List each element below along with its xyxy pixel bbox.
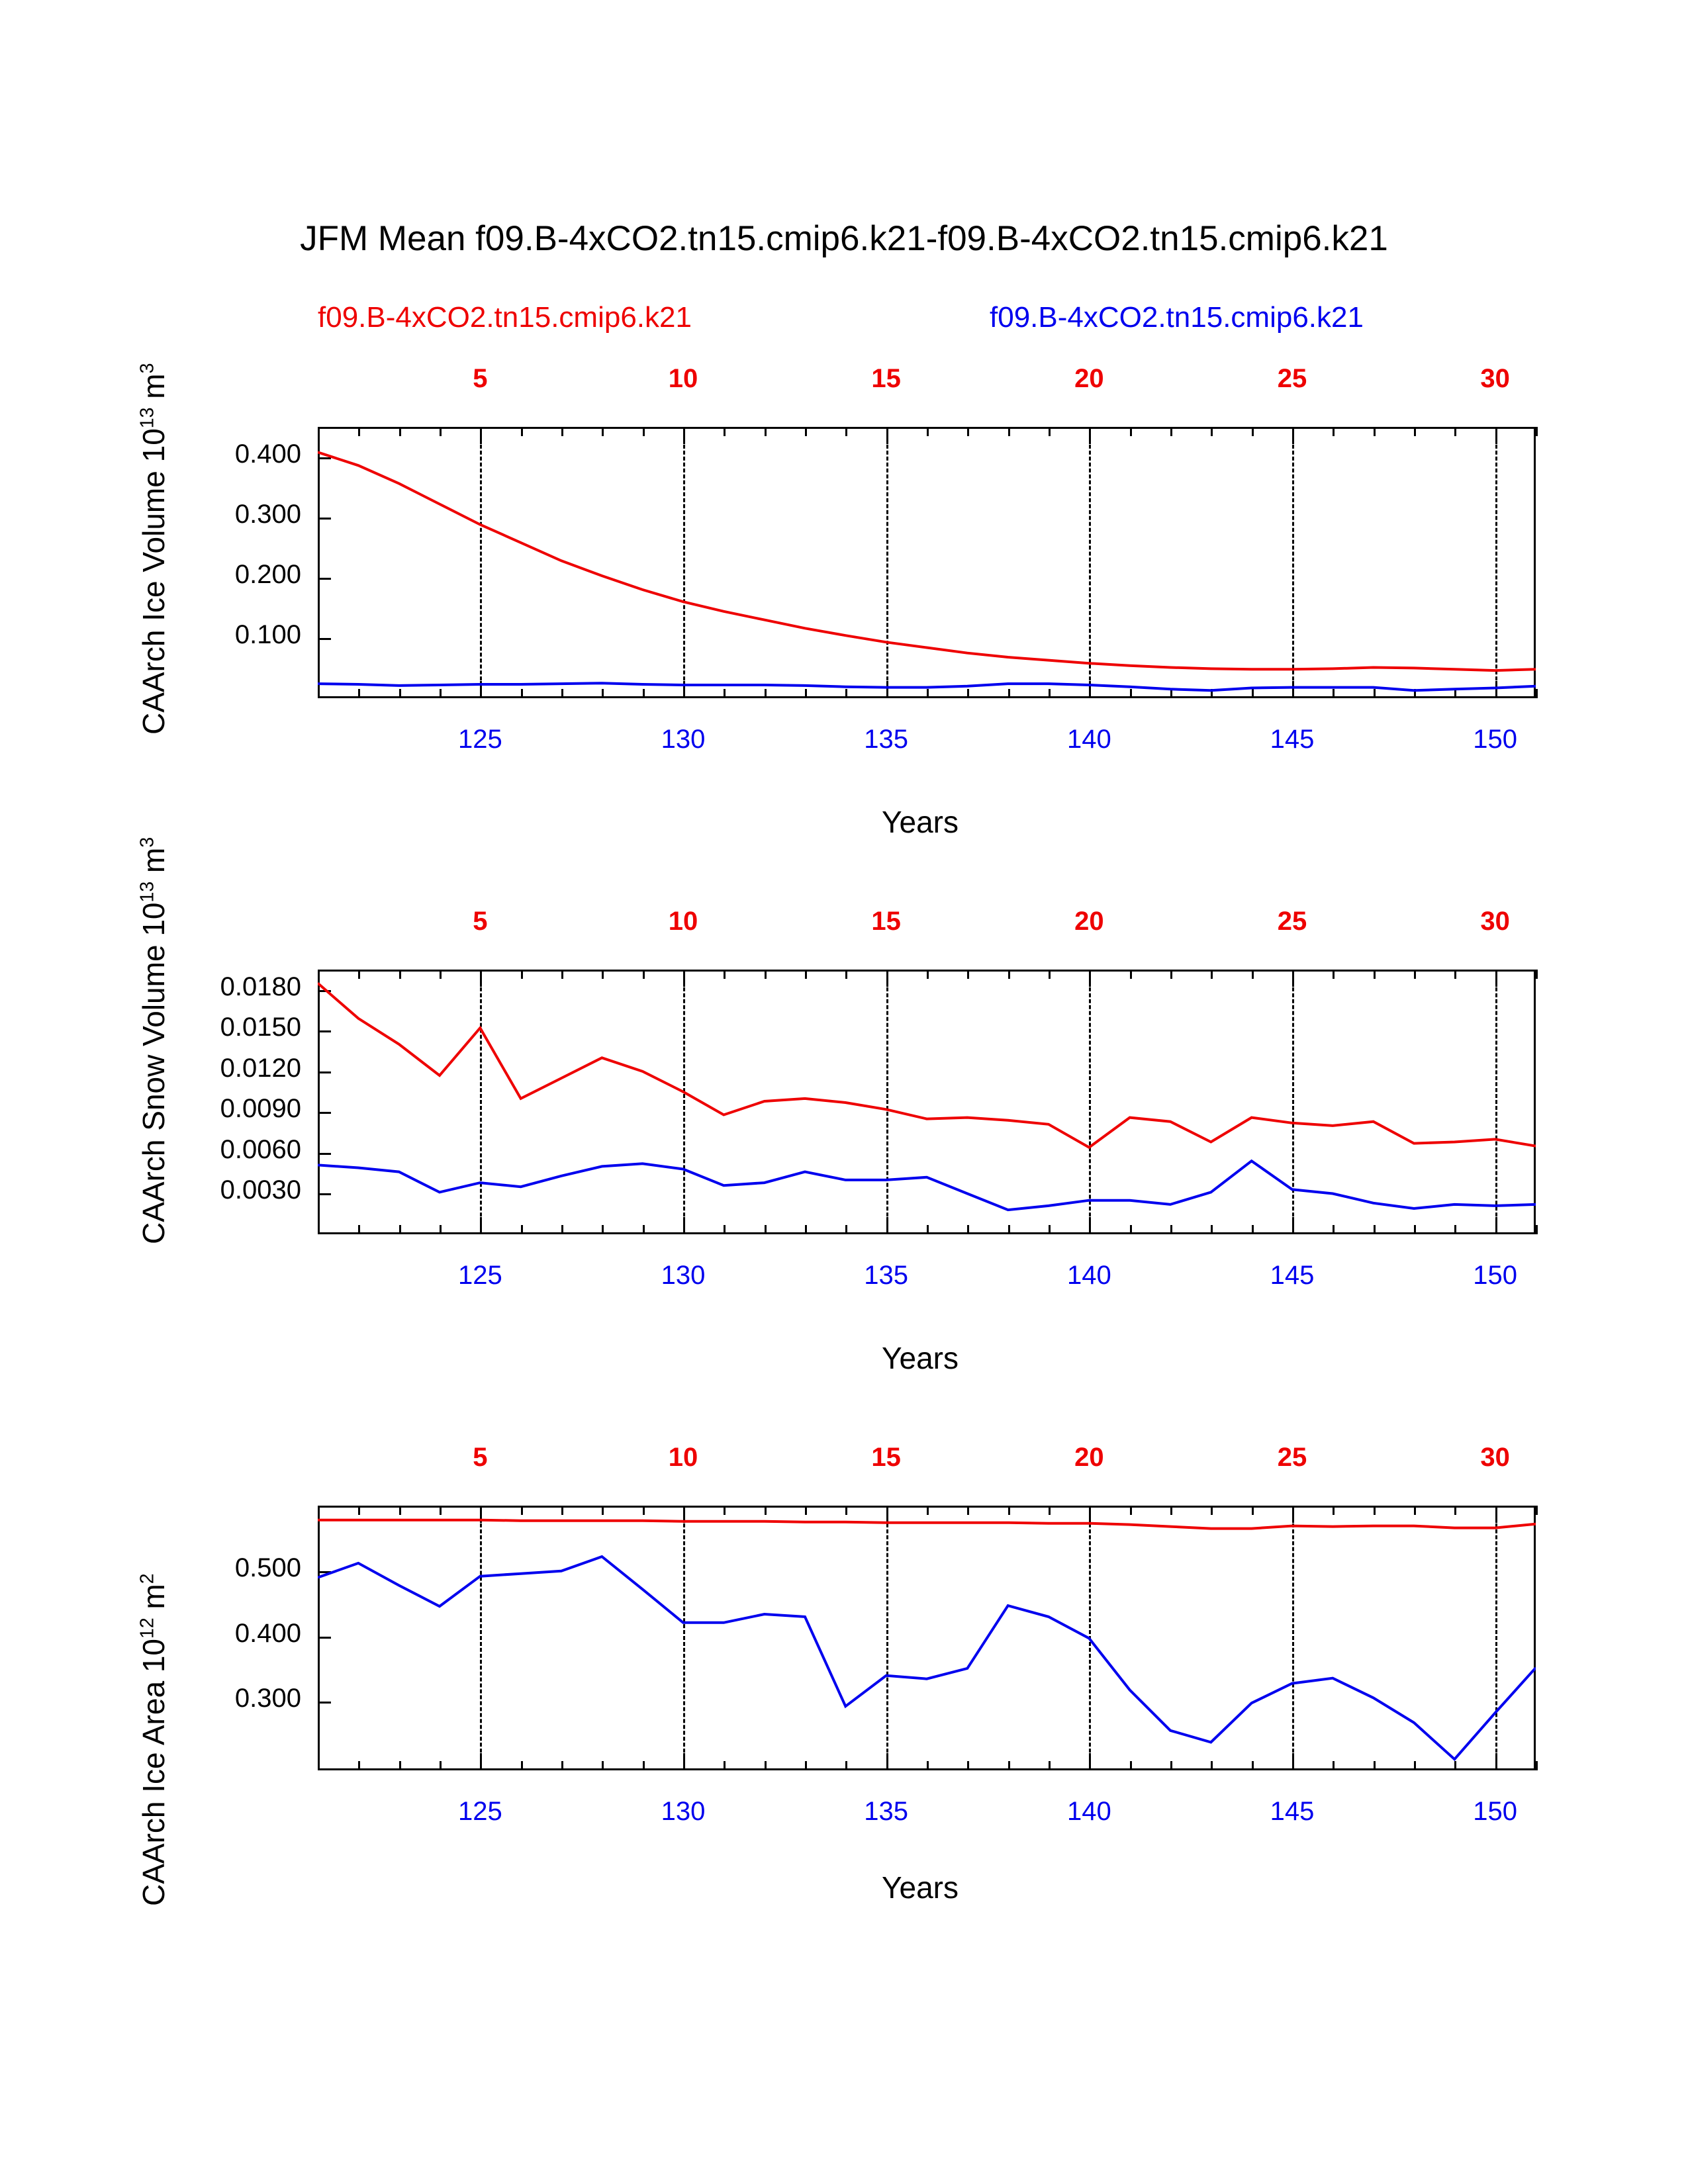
axis-tick <box>399 689 401 698</box>
panel2-x-axis-title: Years <box>882 1341 959 1375</box>
y-axis-tick-label: 0.0120 <box>220 1054 301 1083</box>
axis-tick <box>1414 689 1416 698</box>
axis-tick <box>1049 1506 1051 1515</box>
axis-tick <box>602 689 604 698</box>
axis-tick <box>1454 1761 1456 1770</box>
gridline <box>1089 970 1091 1234</box>
axis-tick <box>1211 1225 1213 1234</box>
axis-tick <box>1049 1225 1051 1234</box>
axis-tick <box>1008 689 1010 698</box>
top-axis-tick-label: 30 <box>1480 1443 1510 1472</box>
panel1-y-exp1: 13 <box>136 407 158 429</box>
bottom-axis-tick-label: 150 <box>1473 725 1518 754</box>
axis-tick <box>1130 689 1132 698</box>
axis-tick <box>1211 1506 1213 1515</box>
top-axis-tick-label: 30 <box>1480 364 1510 393</box>
axis-tick <box>358 689 360 698</box>
gridline <box>886 427 888 698</box>
axis-tick <box>1333 689 1335 698</box>
axis-tick <box>1333 1225 1335 1234</box>
bottom-axis-tick-label: 150 <box>1473 1797 1518 1826</box>
axis-tick <box>1130 1761 1132 1770</box>
panel-ice-volume-frame <box>318 427 1536 698</box>
axis-tick <box>643 1761 645 1770</box>
axis-tick <box>318 1506 320 1515</box>
axis-tick <box>845 689 847 698</box>
axis-tick <box>1374 427 1376 436</box>
axis-tick <box>724 1506 726 1515</box>
axis-tick <box>927 1761 929 1770</box>
axis-tick <box>1130 427 1132 436</box>
axis-tick <box>318 427 320 436</box>
axis-tick <box>1374 1225 1376 1234</box>
axis-tick <box>1536 1225 1538 1234</box>
gridline <box>886 1506 888 1770</box>
y-axis-tick <box>318 1153 331 1155</box>
top-axis-tick-label: 5 <box>473 907 488 936</box>
top-axis-tick-label: 20 <box>1074 364 1104 393</box>
axis-tick <box>1374 970 1376 979</box>
axis-tick <box>1536 427 1538 436</box>
axis-tick <box>765 1225 767 1234</box>
y-axis-tick-label: 0.0030 <box>220 1175 301 1205</box>
top-axis-tick-label: 10 <box>668 364 698 393</box>
axis-tick <box>765 970 767 979</box>
axis-tick <box>967 1225 969 1234</box>
axis-tick <box>724 427 726 436</box>
y-axis-tick-label: 0.500 <box>234 1553 301 1582</box>
y-axis-tick <box>318 1193 331 1195</box>
axis-tick <box>1170 1506 1172 1515</box>
axis-tick <box>765 1506 767 1515</box>
gridline <box>683 970 685 1234</box>
axis-tick <box>1374 689 1376 698</box>
axis-tick <box>1414 1506 1416 1515</box>
axis-tick <box>1170 970 1172 979</box>
axis-tick <box>561 1506 563 1515</box>
axis-tick <box>724 689 726 698</box>
panel2-y-axis-title-unit: m <box>136 847 171 882</box>
bottom-axis-tick-label: 130 <box>661 725 706 754</box>
panel1-y-axis-title-text: CAArch Ice Volume 10 <box>136 428 171 735</box>
gridline <box>1292 970 1294 1234</box>
y-axis-tick <box>318 457 331 459</box>
axis-tick <box>1252 1761 1254 1770</box>
axis-tick <box>1170 689 1172 698</box>
bottom-axis-tick-label: 145 <box>1270 725 1315 754</box>
axis-tick <box>1536 970 1538 979</box>
bottom-axis-tick-label: 125 <box>457 725 502 754</box>
axis-tick <box>602 427 604 436</box>
panel2-y-exp1: 13 <box>136 881 158 903</box>
bottom-axis-tick-label: 125 <box>457 1797 502 1826</box>
y-axis-tick <box>318 1637 331 1639</box>
bottom-axis-tick-label: 140 <box>1066 725 1111 754</box>
axis-tick <box>1536 689 1538 698</box>
panel-ice-area-frame <box>318 1506 1536 1770</box>
top-axis-tick-label: 20 <box>1074 907 1104 936</box>
axis-tick <box>358 1506 360 1515</box>
axis-tick <box>845 970 847 979</box>
top-axis-tick-label: 25 <box>1277 907 1307 936</box>
axis-tick <box>399 1506 401 1515</box>
axis-tick <box>399 970 401 979</box>
y-axis-tick <box>318 1571 331 1573</box>
panel3-x-axis-title: Years <box>882 1870 959 1905</box>
top-axis-tick-label: 25 <box>1277 1443 1307 1472</box>
axis-tick <box>1008 1225 1010 1234</box>
panel2-y-axis-title-text: CAArch Snow Volume 10 <box>136 902 171 1244</box>
axis-tick <box>318 689 320 698</box>
axis-tick <box>643 689 645 698</box>
axis-tick <box>1454 427 1456 436</box>
axis-tick <box>1414 1225 1416 1234</box>
axis-tick <box>318 1761 320 1770</box>
axis-tick <box>561 689 563 698</box>
axis-tick <box>358 1225 360 1234</box>
gridline <box>1089 427 1091 698</box>
panel1-y-axis-title <box>136 363 171 735</box>
axis-tick <box>1252 1225 1254 1234</box>
axis-tick <box>561 970 563 979</box>
axis-tick <box>927 1225 929 1234</box>
axis-tick <box>967 689 969 698</box>
axis-tick <box>521 689 523 698</box>
axis-tick <box>1252 427 1254 436</box>
axis-tick <box>399 427 401 436</box>
axis-tick <box>845 1761 847 1770</box>
axis-tick <box>1170 1761 1172 1770</box>
axis-tick <box>1454 970 1456 979</box>
axis-tick <box>1414 970 1416 979</box>
axis-tick <box>805 1506 807 1515</box>
axis-tick <box>1170 427 1172 436</box>
axis-tick <box>1454 689 1456 698</box>
axis-tick <box>521 1506 523 1515</box>
panel1-y-axis-title-unit: m <box>136 373 171 408</box>
top-axis-tick-label: 25 <box>1277 364 1307 393</box>
axis-tick <box>805 689 807 698</box>
axis-tick <box>521 970 523 979</box>
axis-tick <box>1130 1506 1132 1515</box>
axis-tick <box>967 427 969 436</box>
axis-tick <box>643 427 645 436</box>
axis-tick <box>1170 1225 1172 1234</box>
y-axis-tick-label: 0.0090 <box>220 1094 301 1123</box>
axis-tick <box>1049 970 1051 979</box>
bottom-axis-tick-label: 150 <box>1473 1261 1518 1290</box>
axis-tick <box>399 1225 401 1234</box>
y-axis-tick-label: 0.0150 <box>220 1013 301 1042</box>
axis-tick <box>927 970 929 979</box>
legend-label-blue: f09.B-4xCO2.tn15.cmip6.k21 <box>990 301 1364 334</box>
y-axis-tick-label: 0.400 <box>234 1619 301 1648</box>
y-axis-tick-label: 0.0180 <box>220 972 301 1001</box>
axis-tick <box>927 427 929 436</box>
axis-tick <box>724 1225 726 1234</box>
axis-tick <box>1211 427 1213 436</box>
y-axis-tick <box>318 518 331 520</box>
axis-tick <box>602 1761 604 1770</box>
axis-tick <box>967 1761 969 1770</box>
axis-tick <box>1333 1506 1335 1515</box>
axis-tick <box>1211 970 1213 979</box>
axis-tick <box>845 1225 847 1234</box>
axis-tick <box>1333 427 1335 436</box>
axis-tick <box>521 427 523 436</box>
axis-tick <box>724 970 726 979</box>
axis-tick <box>1374 1506 1376 1515</box>
gridline <box>683 1506 685 1770</box>
axis-tick <box>1454 1225 1456 1234</box>
gridline <box>1495 970 1497 1234</box>
y-axis-tick <box>318 578 331 580</box>
top-axis-tick-label: 15 <box>871 907 901 936</box>
top-axis-tick-label: 30 <box>1480 907 1510 936</box>
y-axis-tick <box>318 1030 331 1032</box>
axis-tick <box>1211 689 1213 698</box>
gridline <box>1089 1506 1091 1770</box>
axis-tick <box>521 1761 523 1770</box>
gridline <box>1495 427 1497 698</box>
axis-tick <box>602 1506 604 1515</box>
axis-tick <box>1049 1761 1051 1770</box>
axis-tick <box>440 1506 442 1515</box>
y-axis-tick-label: 0.200 <box>234 560 301 589</box>
axis-tick <box>805 1225 807 1234</box>
axis-tick <box>358 427 360 436</box>
axis-tick <box>1252 689 1254 698</box>
axis-tick <box>724 1761 726 1770</box>
axis-tick <box>440 689 442 698</box>
axis-tick <box>1211 1761 1213 1770</box>
axis-tick <box>1008 970 1010 979</box>
gridline <box>1292 1506 1294 1770</box>
page-title: JFM Mean f09.B-4xCO2.tn15.cmip6.k21-f09.B-4xCO2.tn15.cmip6.k21 <box>300 219 1388 258</box>
axis-tick <box>561 1225 563 1234</box>
panel1-y-exp2: 3 <box>136 363 158 374</box>
gridline <box>683 427 685 698</box>
axis-tick <box>927 1506 929 1515</box>
axis-tick <box>561 427 563 436</box>
gridline <box>1292 427 1294 698</box>
axis-tick <box>1536 1761 1538 1770</box>
axis-tick <box>643 970 645 979</box>
axis-tick <box>1333 1761 1335 1770</box>
panel3-y-exp1: 12 <box>136 1617 158 1639</box>
axis-tick <box>845 1506 847 1515</box>
bottom-axis-tick-label: 135 <box>864 1797 909 1826</box>
axis-tick <box>1454 1506 1456 1515</box>
axis-tick <box>1536 1506 1538 1515</box>
axis-tick <box>765 427 767 436</box>
bottom-axis-tick-label: 140 <box>1066 1261 1111 1290</box>
top-axis-tick-label: 15 <box>871 364 901 393</box>
axis-tick <box>1130 970 1132 979</box>
panel2-y-exp2: 3 <box>136 837 158 848</box>
axis-tick <box>1049 689 1051 698</box>
axis-tick <box>602 1225 604 1234</box>
axis-tick <box>643 1225 645 1234</box>
top-axis-tick-label: 5 <box>473 1443 488 1472</box>
axis-tick <box>1374 1761 1376 1770</box>
bottom-axis-tick-label: 145 <box>1270 1797 1315 1826</box>
axis-tick <box>399 1761 401 1770</box>
axis-tick <box>358 970 360 979</box>
bottom-axis-tick-label: 125 <box>457 1261 502 1290</box>
axis-tick <box>1008 427 1010 436</box>
y-axis-tick <box>318 1702 331 1704</box>
legend-label-red: f09.B-4xCO2.tn15.cmip6.k21 <box>318 301 692 334</box>
y-axis-tick-label: 0.300 <box>234 1684 301 1713</box>
top-axis-tick-label: 10 <box>668 1443 698 1472</box>
axis-tick <box>521 1225 523 1234</box>
panel3-y-axis-title-text: CAArch Ice Area 10 <box>136 1639 171 1906</box>
axis-tick <box>805 1761 807 1770</box>
bottom-axis-tick-label: 140 <box>1066 1797 1111 1826</box>
panel3-y-axis-title-unit: m <box>136 1584 171 1618</box>
axis-tick <box>318 970 320 979</box>
axis-tick <box>967 1506 969 1515</box>
bottom-axis-tick-label: 135 <box>864 1261 909 1290</box>
bottom-axis-tick-label: 135 <box>864 725 909 754</box>
axis-tick <box>440 1761 442 1770</box>
axis-tick <box>1333 970 1335 979</box>
axis-tick <box>805 427 807 436</box>
y-axis-tick <box>318 1071 331 1073</box>
top-axis-tick-label: 20 <box>1074 1443 1104 1472</box>
gridline <box>886 970 888 1234</box>
gridline <box>480 970 482 1234</box>
panel3-y-exp2: 2 <box>136 1573 158 1584</box>
axis-tick <box>358 1761 360 1770</box>
y-axis-tick <box>318 990 331 992</box>
bottom-axis-tick-label: 145 <box>1270 1261 1315 1290</box>
axis-tick <box>1252 970 1254 979</box>
axis-tick <box>643 1506 645 1515</box>
y-axis-tick <box>318 638 331 640</box>
gridline <box>1495 1506 1497 1770</box>
axis-tick <box>967 970 969 979</box>
y-axis-tick-label: 0.300 <box>234 500 301 529</box>
axis-tick <box>440 1225 442 1234</box>
axis-tick <box>1008 1506 1010 1515</box>
axis-tick <box>1130 1225 1132 1234</box>
gridline <box>480 427 482 698</box>
axis-tick <box>1008 1761 1010 1770</box>
axis-tick <box>1049 427 1051 436</box>
axis-tick <box>440 970 442 979</box>
y-axis-tick <box>318 1112 331 1114</box>
y-axis-tick-label: 0.0060 <box>220 1135 301 1164</box>
bottom-axis-tick-label: 130 <box>661 1797 706 1826</box>
axis-tick <box>602 970 604 979</box>
axis-tick <box>318 1225 320 1234</box>
axis-tick <box>1414 1761 1416 1770</box>
y-axis-tick-label: 0.400 <box>234 439 301 469</box>
axis-tick <box>561 1761 563 1770</box>
gridline <box>480 1506 482 1770</box>
axis-tick <box>805 970 807 979</box>
axis-tick <box>1414 427 1416 436</box>
axis-tick <box>927 689 929 698</box>
y-axis-tick-label: 0.100 <box>234 620 301 649</box>
top-axis-tick-label: 5 <box>473 364 488 393</box>
top-axis-tick-label: 10 <box>668 907 698 936</box>
axis-tick <box>765 689 767 698</box>
panel1-x-axis-title: Years <box>882 805 959 839</box>
axis-tick <box>440 427 442 436</box>
axis-tick <box>1252 1506 1254 1515</box>
bottom-axis-tick-label: 130 <box>661 1261 706 1290</box>
panel-snow-volume-frame <box>318 970 1536 1234</box>
axis-tick <box>765 1761 767 1770</box>
top-axis-tick-label: 15 <box>871 1443 901 1472</box>
axis-tick <box>845 427 847 436</box>
